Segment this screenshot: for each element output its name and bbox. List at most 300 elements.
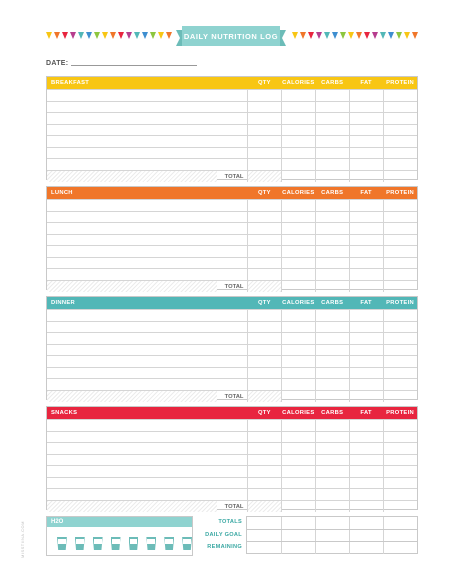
value-cell[interactable] — [281, 333, 315, 344]
value-cell[interactable] — [281, 345, 315, 356]
food-row — [47, 332, 417, 344]
food-row — [47, 245, 417, 257]
total-cell[interactable] — [315, 391, 349, 402]
value-cell[interactable] — [281, 136, 315, 147]
total-cell[interactable] — [281, 281, 315, 292]
h2o-label: H2O — [47, 517, 192, 527]
value-cell[interactable] — [383, 368, 417, 379]
meal-header — [47, 187, 417, 199]
value-cell[interactable] — [281, 125, 315, 136]
value-cell[interactable] — [247, 379, 281, 390]
date-label: DATE: — [46, 60, 69, 67]
value-cell[interactable] — [383, 322, 417, 333]
value-cell[interactable] — [247, 212, 281, 223]
column-header: PROTEIN — [386, 80, 414, 86]
value-cell[interactable] — [315, 333, 349, 344]
bunting-flag — [166, 32, 172, 39]
value-cell[interactable] — [315, 420, 349, 431]
value-cell[interactable] — [383, 489, 417, 500]
total-cell[interactable] — [281, 171, 315, 182]
value-cell[interactable] — [281, 455, 315, 466]
value-cell[interactable] — [247, 489, 281, 500]
value-cell[interactable] — [349, 333, 383, 344]
value-cell[interactable] — [383, 379, 417, 390]
title-banner — [46, 26, 418, 46]
value-cell[interactable] — [315, 345, 349, 356]
value-cell[interactable] — [315, 443, 349, 454]
food-cell[interactable] — [47, 478, 247, 489]
summary-cell[interactable] — [281, 542, 315, 554]
meal-table-2 — [46, 296, 418, 400]
value-cell[interactable] — [349, 489, 383, 500]
value-cell[interactable] — [247, 356, 281, 367]
total-label: TOTAL — [224, 393, 244, 400]
total-cell[interactable] — [349, 281, 383, 292]
value-cell[interactable] — [315, 159, 349, 170]
value-cell[interactable] — [315, 136, 349, 147]
value-cell[interactable] — [349, 148, 383, 159]
summary-cell[interactable] — [247, 530, 281, 542]
value-cell[interactable] — [315, 258, 349, 269]
food-cell[interactable] — [47, 310, 247, 321]
value-cell[interactable] — [383, 136, 417, 147]
value-cell[interactable] — [315, 235, 349, 246]
value-cell[interactable] — [281, 258, 315, 269]
hatch-fill — [47, 391, 217, 402]
food-cell[interactable] — [47, 432, 247, 443]
watermark — [20, 508, 26, 558]
summary-label: DAILY GOAL — [205, 531, 242, 538]
bunting-flag — [316, 32, 322, 39]
value-cell[interactable] — [315, 466, 349, 477]
value-cell[interactable] — [315, 148, 349, 159]
value-cell[interactable] — [383, 356, 417, 367]
food-cell[interactable] — [47, 368, 247, 379]
bunting-flag — [158, 32, 164, 39]
food-row — [47, 222, 417, 234]
column-header: CALORIES — [282, 300, 315, 306]
water-cup-icon[interactable] — [111, 537, 121, 550]
value-cell[interactable] — [315, 269, 349, 280]
value-cell[interactable] — [349, 125, 383, 136]
column-header: FAT — [360, 190, 372, 196]
food-row — [47, 89, 417, 101]
food-row — [47, 135, 417, 147]
total-label: TOTAL — [224, 173, 244, 180]
food-cell[interactable] — [47, 136, 247, 147]
food-cell[interactable] — [47, 322, 247, 333]
value-cell[interactable] — [383, 310, 417, 321]
food-cell[interactable] — [47, 466, 247, 477]
water-cups — [47, 527, 192, 550]
value-cell[interactable] — [281, 443, 315, 454]
total-cell[interactable] — [383, 391, 417, 402]
meal-header — [47, 297, 417, 309]
bunting-flag — [324, 32, 330, 39]
value-cell[interactable] — [383, 432, 417, 443]
value-cell[interactable] — [349, 322, 383, 333]
value-cell[interactable] — [315, 102, 349, 113]
value-cell[interactable] — [247, 136, 281, 147]
food-cell[interactable] — [47, 333, 247, 344]
value-cell[interactable] — [247, 310, 281, 321]
food-cell[interactable] — [47, 159, 247, 170]
food-row — [47, 321, 417, 333]
value-cell[interactable] — [383, 235, 417, 246]
value-cell[interactable] — [383, 466, 417, 477]
food-cell[interactable] — [47, 223, 247, 234]
food-cell[interactable] — [47, 246, 247, 257]
value-cell[interactable] — [349, 246, 383, 257]
meal-name: DINNER — [51, 300, 76, 306]
value-cell[interactable] — [281, 159, 315, 170]
summary-cell[interactable] — [281, 517, 315, 529]
value-cell[interactable] — [383, 159, 417, 170]
value-cell[interactable] — [281, 200, 315, 211]
value-cell[interactable] — [315, 322, 349, 333]
value-cell[interactable] — [281, 489, 315, 500]
value-cell[interactable] — [383, 269, 417, 280]
food-row — [47, 378, 417, 390]
value-cell[interactable] — [247, 345, 281, 356]
food-cell[interactable] — [47, 148, 247, 159]
value-cell[interactable] — [383, 478, 417, 489]
value-cell[interactable] — [281, 368, 315, 379]
title-ribbon — [176, 26, 286, 46]
food-cell[interactable] — [47, 443, 247, 454]
food-cell[interactable] — [47, 379, 247, 390]
value-cell[interactable] — [383, 443, 417, 454]
value-cell[interactable] — [247, 125, 281, 136]
bunting-flag — [118, 32, 124, 39]
value-cell[interactable] — [315, 223, 349, 234]
value-cell[interactable] — [247, 90, 281, 101]
value-cell[interactable] — [281, 322, 315, 333]
value-cell[interactable] — [349, 420, 383, 431]
water-cup-icon[interactable] — [75, 537, 85, 550]
value-cell[interactable] — [349, 368, 383, 379]
value-cell[interactable] — [247, 113, 281, 124]
total-cell[interactable] — [281, 391, 315, 402]
value-cell[interactable] — [349, 102, 383, 113]
value-cell[interactable] — [247, 102, 281, 113]
hatch-fill — [47, 501, 217, 512]
summary-cell[interactable] — [247, 517, 281, 529]
value-cell[interactable] — [349, 466, 383, 477]
value-cell[interactable] — [281, 90, 315, 101]
water-cup-icon[interactable] — [182, 537, 192, 550]
bunting-flag — [308, 32, 314, 39]
water-cup-icon[interactable] — [57, 537, 67, 550]
meal-table-3 — [46, 406, 418, 510]
value-cell[interactable] — [383, 258, 417, 269]
food-row — [47, 158, 417, 170]
value-cell[interactable] — [281, 310, 315, 321]
column-header: QTY — [258, 410, 271, 416]
column-header: FAT — [360, 410, 372, 416]
value-cell[interactable] — [247, 322, 281, 333]
column-header: CALORIES — [282, 410, 315, 416]
bunting-flag — [94, 32, 100, 39]
value-cell[interactable] — [349, 478, 383, 489]
bunting-flag — [380, 32, 386, 39]
total-row — [47, 280, 417, 292]
bunting-flag — [364, 32, 370, 39]
value-cell[interactable] — [281, 379, 315, 390]
value-cell[interactable] — [349, 379, 383, 390]
value-cell[interactable] — [247, 200, 281, 211]
total-cell[interactable] — [315, 501, 349, 512]
food-cell[interactable] — [47, 420, 247, 431]
bunting-left — [46, 32, 172, 40]
value-cell[interactable] — [315, 478, 349, 489]
value-cell[interactable] — [281, 269, 315, 280]
food-row — [47, 465, 417, 477]
value-cell[interactable] — [281, 432, 315, 443]
summary-cell[interactable] — [315, 517, 349, 529]
summary-cells — [246, 541, 418, 554]
value-cell[interactable] — [349, 90, 383, 101]
value-cell[interactable] — [247, 223, 281, 234]
bunting-flag — [142, 32, 148, 39]
summary-cell[interactable] — [315, 530, 349, 542]
bunting-flag — [396, 32, 402, 39]
food-cell[interactable] — [47, 345, 247, 356]
total-cell[interactable] — [383, 171, 417, 182]
value-cell[interactable] — [383, 148, 417, 159]
food-cell[interactable] — [47, 212, 247, 223]
value-cell[interactable] — [349, 200, 383, 211]
value-cell[interactable] — [281, 102, 315, 113]
value-cell[interactable] — [315, 379, 349, 390]
value-cell[interactable] — [247, 368, 281, 379]
summary-cell[interactable] — [247, 542, 281, 554]
value-cell[interactable] — [281, 148, 315, 159]
bunting-flag — [46, 32, 52, 39]
food-cell[interactable] — [47, 90, 247, 101]
value-cell[interactable] — [349, 113, 383, 124]
value-cell[interactable] — [247, 246, 281, 257]
value-cell[interactable] — [247, 269, 281, 280]
value-cell[interactable] — [281, 356, 315, 367]
value-cell[interactable] — [349, 443, 383, 454]
value-cell[interactable] — [383, 102, 417, 113]
summary-cell[interactable] — [383, 542, 417, 554]
total-cell[interactable] — [349, 171, 383, 182]
bunting-flag — [412, 32, 418, 39]
value-cell[interactable] — [349, 159, 383, 170]
hatch-fill — [47, 171, 217, 182]
value-cell[interactable] — [315, 113, 349, 124]
summary-cell[interactable] — [383, 517, 417, 529]
food-cell[interactable] — [47, 269, 247, 280]
total-cell[interactable] — [383, 281, 417, 292]
value-cell[interactable] — [383, 333, 417, 344]
food-row — [47, 431, 417, 443]
summary-cell[interactable] — [349, 517, 383, 529]
summary-cell[interactable] — [349, 530, 383, 542]
value-cell[interactable] — [247, 333, 281, 344]
bunting-flag — [332, 32, 338, 39]
value-cell[interactable] — [383, 345, 417, 356]
value-cell[interactable] — [247, 148, 281, 159]
bunting-flag — [372, 32, 378, 39]
bunting-flag — [62, 32, 68, 39]
value-cell[interactable] — [281, 113, 315, 124]
total-cell[interactable] — [349, 391, 383, 402]
column-header: CARBS — [321, 80, 344, 86]
value-cell[interactable] — [349, 310, 383, 321]
food-row — [47, 268, 417, 280]
food-cell[interactable] — [47, 113, 247, 124]
value-cell[interactable] — [349, 356, 383, 367]
food-cell[interactable] — [47, 455, 247, 466]
value-cell[interactable] — [383, 223, 417, 234]
watermark-text: MISSTIINA.COM — [20, 521, 25, 558]
bunting-flag — [150, 32, 156, 39]
bunting-flag — [300, 32, 306, 39]
meal-table-1 — [46, 186, 418, 290]
food-row — [47, 367, 417, 379]
food-row — [47, 477, 417, 489]
value-cell[interactable] — [281, 420, 315, 431]
food-row — [47, 454, 417, 466]
value-cell[interactable] — [247, 466, 281, 477]
value-cell[interactable] — [383, 246, 417, 257]
summary-cell[interactable] — [349, 542, 383, 554]
total-cell[interactable] — [349, 501, 383, 512]
food-row — [47, 234, 417, 246]
water-cup-icon[interactable] — [93, 537, 103, 550]
value-cell[interactable] — [349, 212, 383, 223]
hatch-fill — [47, 281, 217, 292]
column-header: CARBS — [321, 410, 344, 416]
food-cell[interactable] — [47, 235, 247, 246]
column-header: PROTEIN — [386, 190, 414, 196]
food-cell[interactable] — [47, 489, 247, 500]
value-cell[interactable] — [349, 432, 383, 443]
value-cell[interactable] — [349, 455, 383, 466]
value-cell[interactable] — [315, 432, 349, 443]
summary-cell[interactable] — [383, 530, 417, 542]
water-cup-icon[interactable] — [146, 537, 156, 550]
value-cell[interactable] — [247, 258, 281, 269]
value-cell[interactable] — [349, 235, 383, 246]
food-cell[interactable] — [47, 102, 247, 113]
value-cell[interactable] — [315, 125, 349, 136]
value-cell[interactable] — [315, 368, 349, 379]
food-cell[interactable] — [47, 356, 247, 367]
value-cell[interactable] — [315, 212, 349, 223]
value-cell[interactable] — [281, 478, 315, 489]
value-cell[interactable] — [281, 235, 315, 246]
summary-row — [196, 541, 418, 554]
bunting-flag — [126, 32, 132, 39]
total-cell — [247, 281, 281, 292]
value-cell[interactable] — [247, 432, 281, 443]
meal-name: LUNCH — [51, 190, 73, 196]
page-title: DAILY NUTRITION LOG — [183, 31, 279, 41]
food-cell[interactable] — [47, 258, 247, 269]
bunting-flag — [102, 32, 108, 39]
value-cell[interactable] — [315, 455, 349, 466]
value-cell[interactable] — [315, 246, 349, 257]
food-row — [47, 257, 417, 269]
value-cell[interactable] — [247, 455, 281, 466]
value-cell[interactable] — [281, 466, 315, 477]
value-cell[interactable] — [349, 345, 383, 356]
food-row — [47, 101, 417, 113]
value-cell[interactable] — [383, 455, 417, 466]
column-header: CARBS — [321, 190, 344, 196]
summary-row — [196, 529, 418, 542]
value-cell[interactable] — [281, 223, 315, 234]
water-cup-icon[interactable] — [129, 537, 139, 550]
value-cell[interactable] — [383, 212, 417, 223]
food-row — [47, 147, 417, 159]
food-row — [47, 419, 417, 431]
food-row — [47, 199, 417, 211]
value-cell[interactable] — [247, 235, 281, 246]
food-cell[interactable] — [47, 125, 247, 136]
bunting-flag — [340, 32, 346, 39]
value-cell[interactable] — [247, 420, 281, 431]
value-cell[interactable] — [383, 90, 417, 101]
date-input-line[interactable] — [71, 65, 197, 66]
value-cell[interactable] — [383, 125, 417, 136]
total-label: TOTAL — [224, 283, 244, 290]
summary-cell[interactable] — [281, 530, 315, 542]
summary-row — [196, 516, 418, 529]
summary-cells — [246, 529, 418, 542]
total-cell[interactable] — [315, 281, 349, 292]
value-cell[interactable] — [281, 246, 315, 257]
value-cell[interactable] — [383, 420, 417, 431]
value-cell[interactable] — [315, 200, 349, 211]
total-cell — [247, 171, 281, 182]
summary-label: REMAINING — [207, 544, 242, 550]
total-cell[interactable] — [315, 171, 349, 182]
value-cell[interactable] — [247, 443, 281, 454]
value-cell[interactable] — [315, 90, 349, 101]
column-header: CALORIES — [282, 80, 315, 86]
water-cup-icon[interactable] — [164, 537, 174, 550]
bunting-flag — [404, 32, 410, 39]
column-header: QTY — [258, 300, 271, 306]
summary-cell[interactable] — [315, 542, 349, 554]
value-cell[interactable] — [281, 212, 315, 223]
column-header: PROTEIN — [386, 410, 414, 416]
value-cell[interactable] — [383, 113, 417, 124]
value-cell[interactable] — [349, 258, 383, 269]
value-cell[interactable] — [349, 269, 383, 280]
value-cell[interactable] — [315, 489, 349, 500]
bunting-flag — [70, 32, 76, 39]
value-cell[interactable] — [315, 310, 349, 321]
total-cell[interactable] — [383, 501, 417, 512]
value-cell[interactable] — [247, 478, 281, 489]
column-header: FAT — [360, 80, 372, 86]
total-cell[interactable] — [281, 501, 315, 512]
food-cell[interactable] — [47, 200, 247, 211]
value-cell[interactable] — [349, 223, 383, 234]
value-cell[interactable] — [315, 356, 349, 367]
value-cell[interactable] — [383, 200, 417, 211]
meal-header — [47, 407, 417, 419]
value-cell[interactable] — [349, 136, 383, 147]
value-cell[interactable] — [247, 159, 281, 170]
bunting-right — [292, 32, 418, 40]
